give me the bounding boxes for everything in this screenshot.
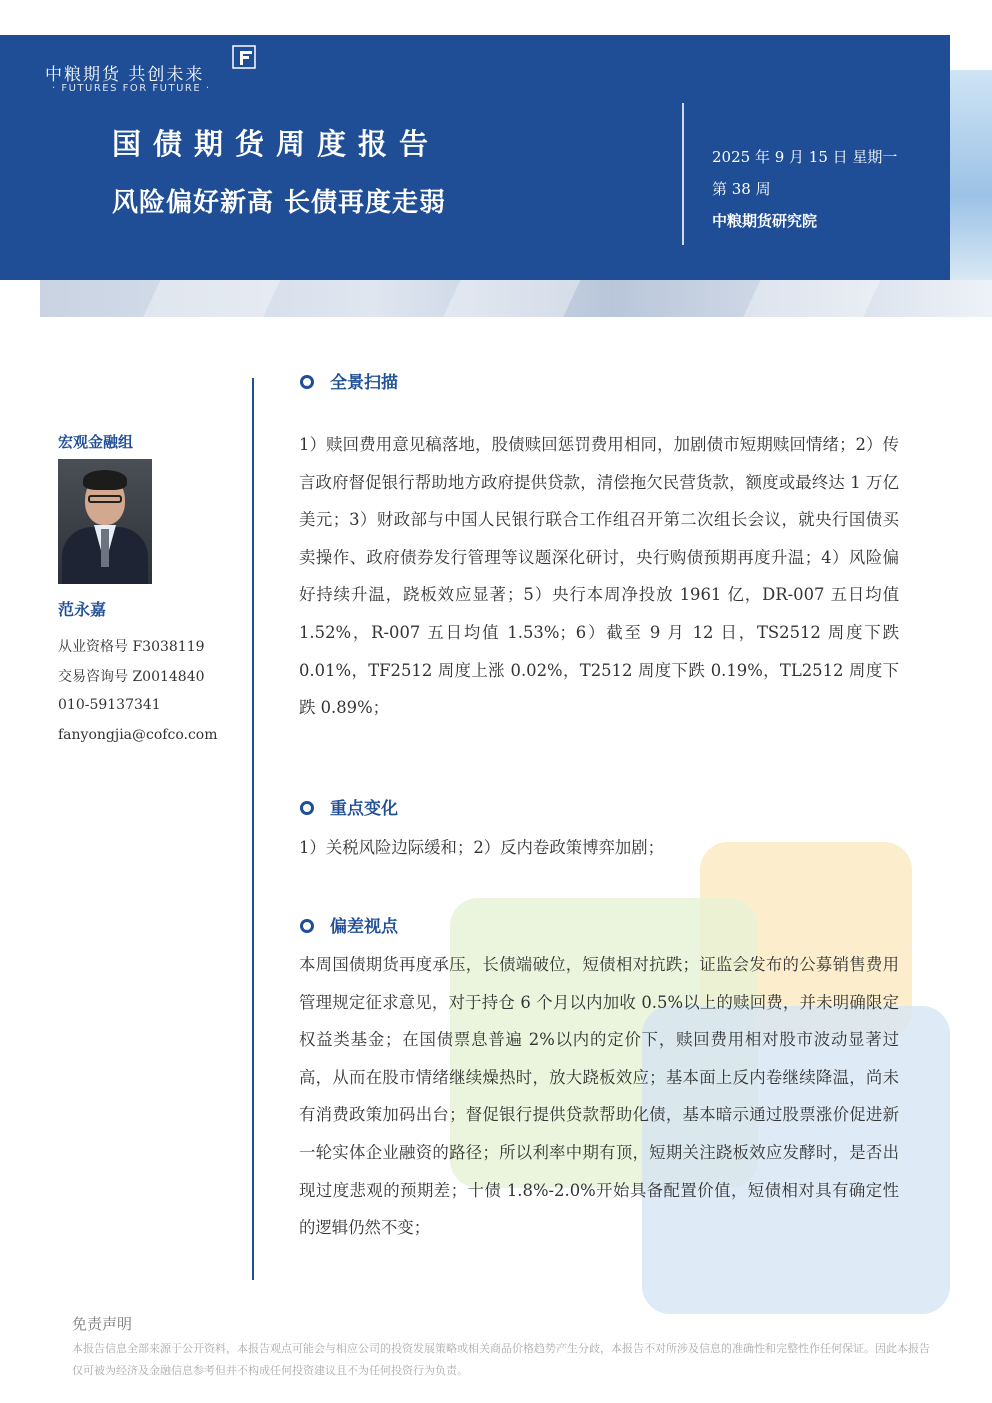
author-group: 宏观金融组 <box>58 433 134 451</box>
header-divider <box>682 103 684 245</box>
section-body-key-changes: 1）关税风险边际缓和；2）反内卷政策博弈加剧； <box>299 838 665 857</box>
author-name: 范永嘉 <box>58 600 107 619</box>
bullet-circle-icon <box>300 375 314 389</box>
report-subtitle: 风险偏好新高 长债再度走弱 <box>112 188 447 218</box>
logo-text: 中粮期货 共创未来 <box>45 65 205 85</box>
section-heading-overview: 全景扫描 <box>300 368 398 393</box>
bullet-circle-icon <box>300 919 314 933</box>
author-consult-id: 交易咨询号 Z0014840 <box>58 669 205 685</box>
author-license: 从业资格号 F3038119 <box>58 639 205 655</box>
section-body-overview: 1）赎回费用意见稿落地，股债赎回惩罚费用相同，加剧债市短期赎回情绪；2）传言政府督促银行帮助地方政府提供贷款，清偿拖欠民营货款，额度或最终达 1 万亿美元；3）财政部与中国人民银行联合工作组召开第二次组长会议，就央行国债买卖操作、政府债券发行管理等议题深化研讨，央行购债预期再度升温；4）风险偏好持续升温，跷板效应显著；5）央行本周净投放 1961 亿，DR-007 五日均值 1.52%，R-007 五日均值 1.53%；6）截至 9 月 12 日，TS2512 周度下跌 0.01%，TF2512 周度上涨 0.02%，T2512 周度下跌 0.19%，TL2512 周度下跌 0.89%； <box>299 435 899 718</box>
section-body-view: 本周国债期货再度承压，长债端破位，短债相对抗跌；证监会发布的公募销售费用管理规定征求意见，对于持仓 6 个月以内加收 0.5%以上的赎回费，并未明确限定权益类基金；在国债票息普遍 2%以内的定价下，赎回费用相对股市波动显著过高，从而在股市情绪继续燥热时，放大跷板效应；基本面上反内卷继续降温，尚未有消费政策加码出台；督促银行提供贷款帮助化债，基本暗示通过股票涨价促进新一轮实体企业融资的路径；所以利率中期有顶，短期关注跷板效应发酵时，是否出现过度悲观的预期差；十债 1.8%-2.0%开始具备配置价值，短债相对具有确定性的逻辑仍然不变； <box>299 955 899 1238</box>
author-phone: 010-59137341 <box>58 697 161 713</box>
disclaimer-title: 免责声明 <box>72 1315 133 1333</box>
section-heading-key-changes: 重点变化 <box>300 794 398 819</box>
section-heading-view: 偏差视点 <box>300 912 398 937</box>
bullet-circle-icon <box>300 801 314 815</box>
report-date: 2025 年 9 月 15 日 星期一 <box>712 148 898 166</box>
report-institute: 中粮期货研究院 <box>712 212 818 230</box>
logo-mark-icon <box>232 45 256 69</box>
logo-slogan: · FUTURES FOR FUTURE · <box>52 83 211 94</box>
report-title: 国债期货周度报告 <box>112 127 441 161</box>
sidebar-divider <box>252 378 254 1280</box>
report-week: 第 38 周 <box>712 180 771 198</box>
author-email[interactable]: fanyongjia@cofco.com <box>58 727 218 743</box>
disclaimer-body: 本报告信息全部来源于公开资料，本报告观点可能会与相应公司的投资发展策略或相关商品价格趋势产生分歧，本报告不对所涉及信息的准确性和完整性作任何保证。因此本报告仅可被为经济及金融信息参考但并不构成任何投资建议且不为任何投资行为负责。 <box>72 1342 930 1377</box>
author-photo <box>58 459 152 584</box>
